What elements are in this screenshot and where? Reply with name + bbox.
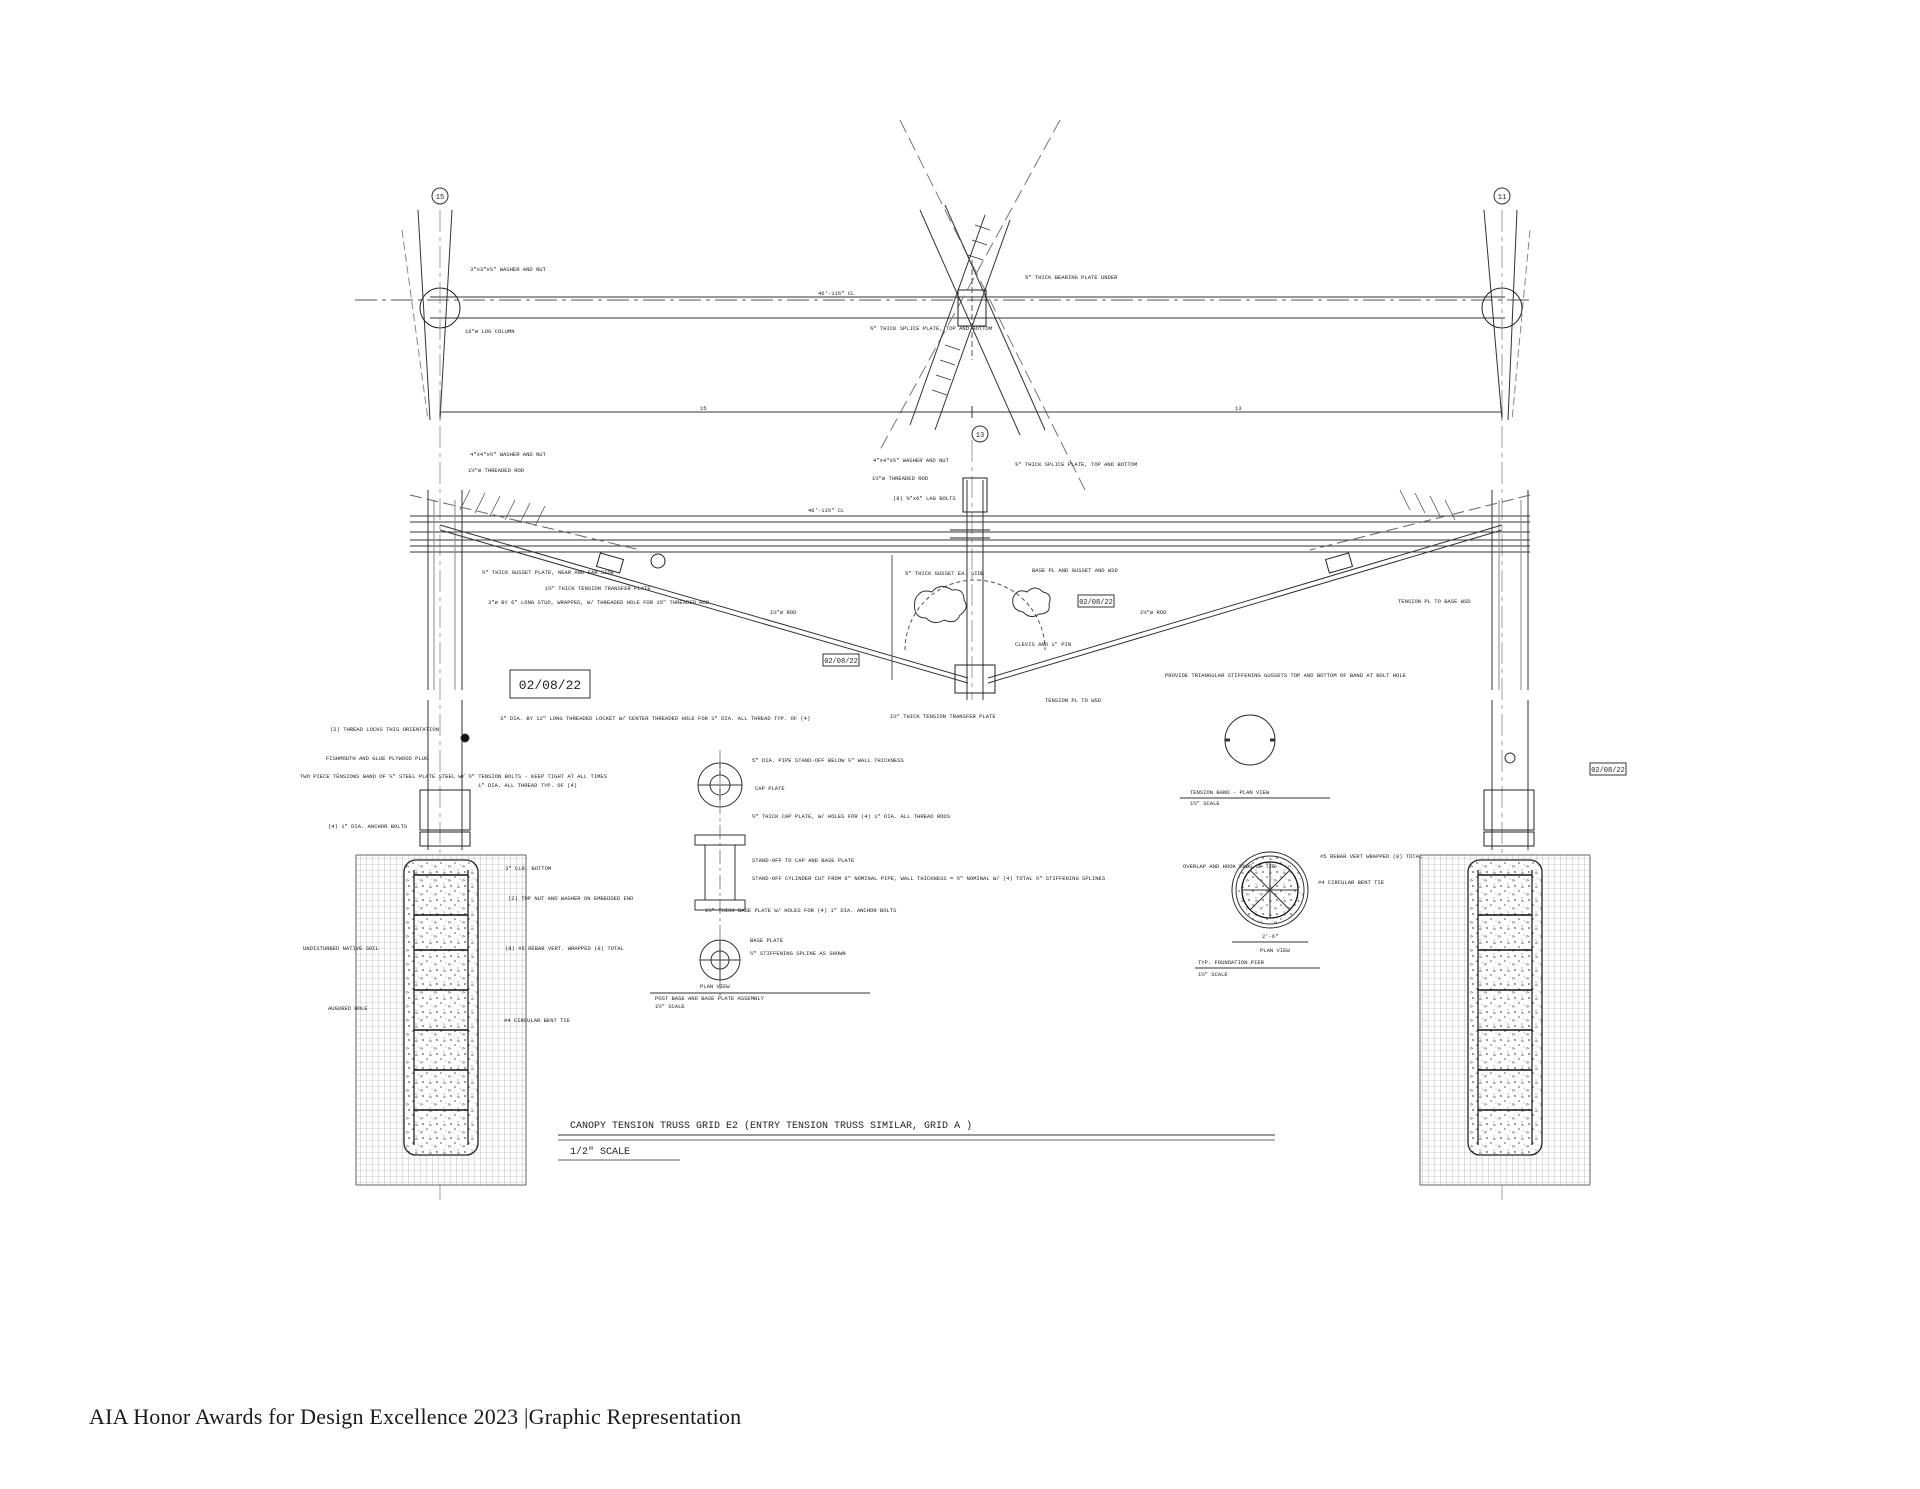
footing-right (1420, 700, 1590, 1185)
revision-tag-big (510, 670, 590, 698)
footer-caption: AIA Honor Awards for Design Excellence 2023 |Graphic Representation (89, 1404, 742, 1429)
svg-text:46'-11½" CL: 46'-11½" CL (818, 290, 855, 297)
svg-text:1½" SCALE: 1½" SCALE (1190, 800, 1220, 807)
svg-text:1½" SCALE: 1½" SCALE (655, 1003, 685, 1010)
svg-text:02/08/22: 02/08/22 (518, 678, 582, 693)
revision-tag-cloud-right (1078, 595, 1114, 607)
svg-text:15: 15 (700, 405, 707, 412)
svg-text:¾" THICK BEARING PLATE UNDER: ¾" THICK BEARING PLATE UNDER (1025, 274, 1118, 281)
foundation-pier-notes (1183, 853, 1422, 978)
svg-text:¾" THICK SPLICE PLATE, TOP AND: ¾" THICK SPLICE PLATE, TOP AND BOTTOM (1015, 461, 1138, 468)
svg-text:½" THICK GUSSET PLATE, NEAR AN: ½" THICK GUSSET PLATE, NEAR AND FAR SIDE (482, 569, 615, 576)
plan-view (355, 120, 1530, 1200)
grid-bubble-right (1494, 188, 1510, 204)
plan-notes (465, 266, 1242, 412)
svg-text:1½" THICK TENSION TRANSFER PLA: 1½" THICK TENSION TRANSFER PLATE (545, 585, 651, 592)
grid-bubble-left (432, 188, 448, 204)
revision-tag-column-right (1590, 763, 1626, 775)
svg-text:¾" THICK GUSSET EA. SIDE: ¾" THICK GUSSET EA. SIDE (905, 570, 985, 577)
svg-text:PLAN VIEW: PLAN VIEW (700, 983, 730, 990)
svg-text:TWO PIECE TENSIONS BAND OF ¼": TWO PIECE TENSIONS BAND OF ¼" STEEL PLATE STEEL W/ ½" TENSION BOLTS - KEEP TIGHT AT ALL TIMES (300, 773, 607, 780)
svg-text:STAND-OFF TO CAP AND BASE PLAT: STAND-OFF TO CAP AND BASE PLATE (752, 857, 855, 864)
svg-text:OVERLAP AND HOOK ENDS OF TIE: OVERLAP AND HOOK ENDS OF TIE (1183, 863, 1276, 870)
tension-band-plan (1180, 789, 1330, 807)
svg-text:POST BASE AND BASE PLATE ASSEM: POST BASE AND BASE PLATE ASSEMBLY (655, 995, 764, 1002)
svg-text:FISHMOUTH AND GLUE PLYWOOD PLU: FISHMOUTH AND GLUE PLYWOOD PLUG (326, 755, 429, 762)
svg-text:02/08/22: 02/08/22 (1079, 599, 1113, 607)
svg-text:4"x4"x½" WASHER AND NUT: 4"x4"x½" WASHER AND NUT (470, 451, 546, 458)
svg-text:CLEVIS AND 1" PIN: CLEVIS AND 1" PIN (1015, 641, 1072, 648)
svg-text:2'-6": 2'-6" (1262, 933, 1279, 940)
svg-text:3"ø BY 6" LONG STUD, WRAPPED,: 3"ø BY 6" LONG STUD, WRAPPED, W/ THREADED HOLE FOR 1½" THREADED ROD (488, 599, 710, 606)
svg-text:1½" THICK BASE PLATE W/ HOLES: 1½" THICK BASE PLATE W/ HOLES FOR (4) 1" DIA. ANCHOR BOLTS (705, 907, 897, 914)
svg-text:(4) 1" DIA. ANCHOR BOLTS: (4) 1" DIA. ANCHOR BOLTS (328, 823, 408, 830)
svg-text:AUGURED HOLE: AUGURED HOLE (328, 1005, 368, 1012)
svg-text:STAND-OFF CYLINDER CUT FROM 6": STAND-OFF CYLINDER CUT FROM 6" NOMINAL PIPE, WALL THICKNESS = ½" NOMINAL W/ (4) TOTAL ½" STIFFENING SPLINES (752, 875, 1106, 882)
elevation-notes (468, 451, 1471, 720)
svg-text:1" DIA. ALL THREAD TYP. OF (4): 1" DIA. ALL THREAD TYP. OF (4) (478, 782, 578, 789)
svg-text:(8) ⅝"x6" LAG BOLTS: (8) ⅝"x6" LAG BOLTS (893, 495, 956, 502)
svg-text:(2) TOP NUT AND WASHER ON EMBE: (2) TOP NUT AND WASHER ON EMBEDDED END (508, 895, 634, 902)
svg-text:3" CLR. BOTTOM: 3" CLR. BOTTOM (505, 865, 552, 872)
svg-text:#4 CIRCULAR BENT TIE: #4 CIRCULAR BENT TIE (504, 1017, 571, 1024)
main-title-block (558, 1120, 1275, 1160)
svg-text:(8) #5 REBAR VERT. WRAPPED (8): (8) #5 REBAR VERT. WRAPPED (8) TOTAL (505, 945, 624, 952)
svg-text:TENSION BAND - PLAN VIEW: TENSION BAND - PLAN VIEW (1190, 789, 1270, 796)
svg-text:BASE PL AND GUSSET AND WSD: BASE PL AND GUSSET AND WSD (1032, 567, 1118, 574)
svg-text:(2) THREAD LOCKS THIS ORIENTAT: (2) THREAD LOCKS THIS ORIENTATION (330, 726, 439, 733)
svg-text:TENSION PL TO WSD: TENSION PL TO WSD (1045, 697, 1102, 704)
svg-text:1½" THICK TENSION TRANSFER PLA: 1½" THICK TENSION TRANSFER PLATE (890, 713, 996, 720)
svg-text:CANOPY TENSION TRUSS GRID E2 (: CANOPY TENSION TRUSS GRID E2 (ENTRY TENSION TRUSS SIMILAR, GRID A ) (570, 1121, 973, 1132)
svg-text:¾" THICK SPLICE PLATE, TOP AND: ¾" THICK SPLICE PLATE, TOP AND BOTTOM (870, 325, 993, 332)
svg-text:13: 13 (1235, 405, 1242, 412)
svg-text:02/08/22: 02/08/22 (824, 658, 858, 666)
svg-text:15: 15 (435, 194, 445, 202)
svg-text:1½" SCALE: 1½" SCALE (1198, 971, 1228, 978)
revision-tag-cloud-left (823, 654, 859, 666)
svg-text:CAP PLATE: CAP PLATE (755, 785, 785, 792)
svg-text:16"ø LOG COLUMN: 16"ø LOG COLUMN (465, 328, 515, 335)
svg-text:1½"ø THREADED ROD: 1½"ø THREADED ROD (872, 475, 929, 482)
svg-text:1/2" SCALE: 1/2" SCALE (570, 1147, 631, 1158)
svg-text:4"x4"x½" WASHER AND NUT: 4"x4"x½" WASHER AND NUT (873, 457, 949, 464)
svg-text:BASE PLATE: BASE PLATE (750, 937, 784, 944)
svg-text:13: 13 (975, 432, 985, 440)
svg-text:PROVIDE TRIANGULAR STIFFENING: PROVIDE TRIANGULAR STIFFENING GUSSETS TOP AND BOTTOM OF BAND AT BOLT HOLE (1165, 672, 1406, 679)
svg-text:3"x3"x¼" WASHER AND NUT: 3"x3"x¼" WASHER AND NUT (470, 266, 546, 273)
svg-text:½" THICK CAP PLATE, W/ HOLES F: ½" THICK CAP PLATE, W/ HOLES FOR (4) 1" DIA. ALL THREAD RODS (752, 813, 951, 820)
svg-text:11: 11 (1497, 194, 1507, 202)
svg-text:5" DIA. PIPE STAND-OFF BELOW ¼: 5" DIA. PIPE STAND-OFF BELOW ¼" WALL THICKNESS (752, 757, 904, 764)
svg-text:02/08/22: 02/08/22 (1591, 767, 1625, 775)
svg-text:1½"ø THREADED ROD: 1½"ø THREADED ROD (468, 467, 525, 474)
svg-text:3" DIA. BY 12" LONG THREADED L: 3" DIA. BY 12" LONG THREADED LOCKET W/ CENTER THREADED HOLE FOR 1" DIA. ALL THREAD TYP. OF (4) (500, 715, 811, 722)
svg-text:½" STIFFENING SPLINE AS SHOWN: ½" STIFFENING SPLINE AS SHOWN (750, 950, 846, 957)
svg-text:TYP. FOUNDATION PIER: TYP. FOUNDATION PIER (1198, 959, 1265, 966)
svg-text:UNDISTURBED NATIVE SOIL: UNDISTURBED NATIVE SOIL (303, 945, 379, 952)
grid-bubble-center (972, 426, 988, 442)
svg-text:TENSION PL TO BASE WSD: TENSION PL TO BASE WSD (1398, 598, 1471, 605)
svg-text:1½"ø ROD: 1½"ø ROD (770, 609, 797, 616)
svg-text:PLAN VIEW: PLAN VIEW (1260, 947, 1290, 954)
svg-text:#4 CIRCULAR BENT TIE: #4 CIRCULAR BENT TIE (1318, 879, 1385, 886)
svg-text:1½"ø ROD: 1½"ø ROD (1140, 609, 1167, 616)
svg-text:46'-11½" CL: 46'-11½" CL (808, 507, 845, 514)
svg-text:#5 REBAR VERT WRAPPED (8) TOTA: #5 REBAR VERT WRAPPED (8) TOTAL (1320, 853, 1423, 860)
